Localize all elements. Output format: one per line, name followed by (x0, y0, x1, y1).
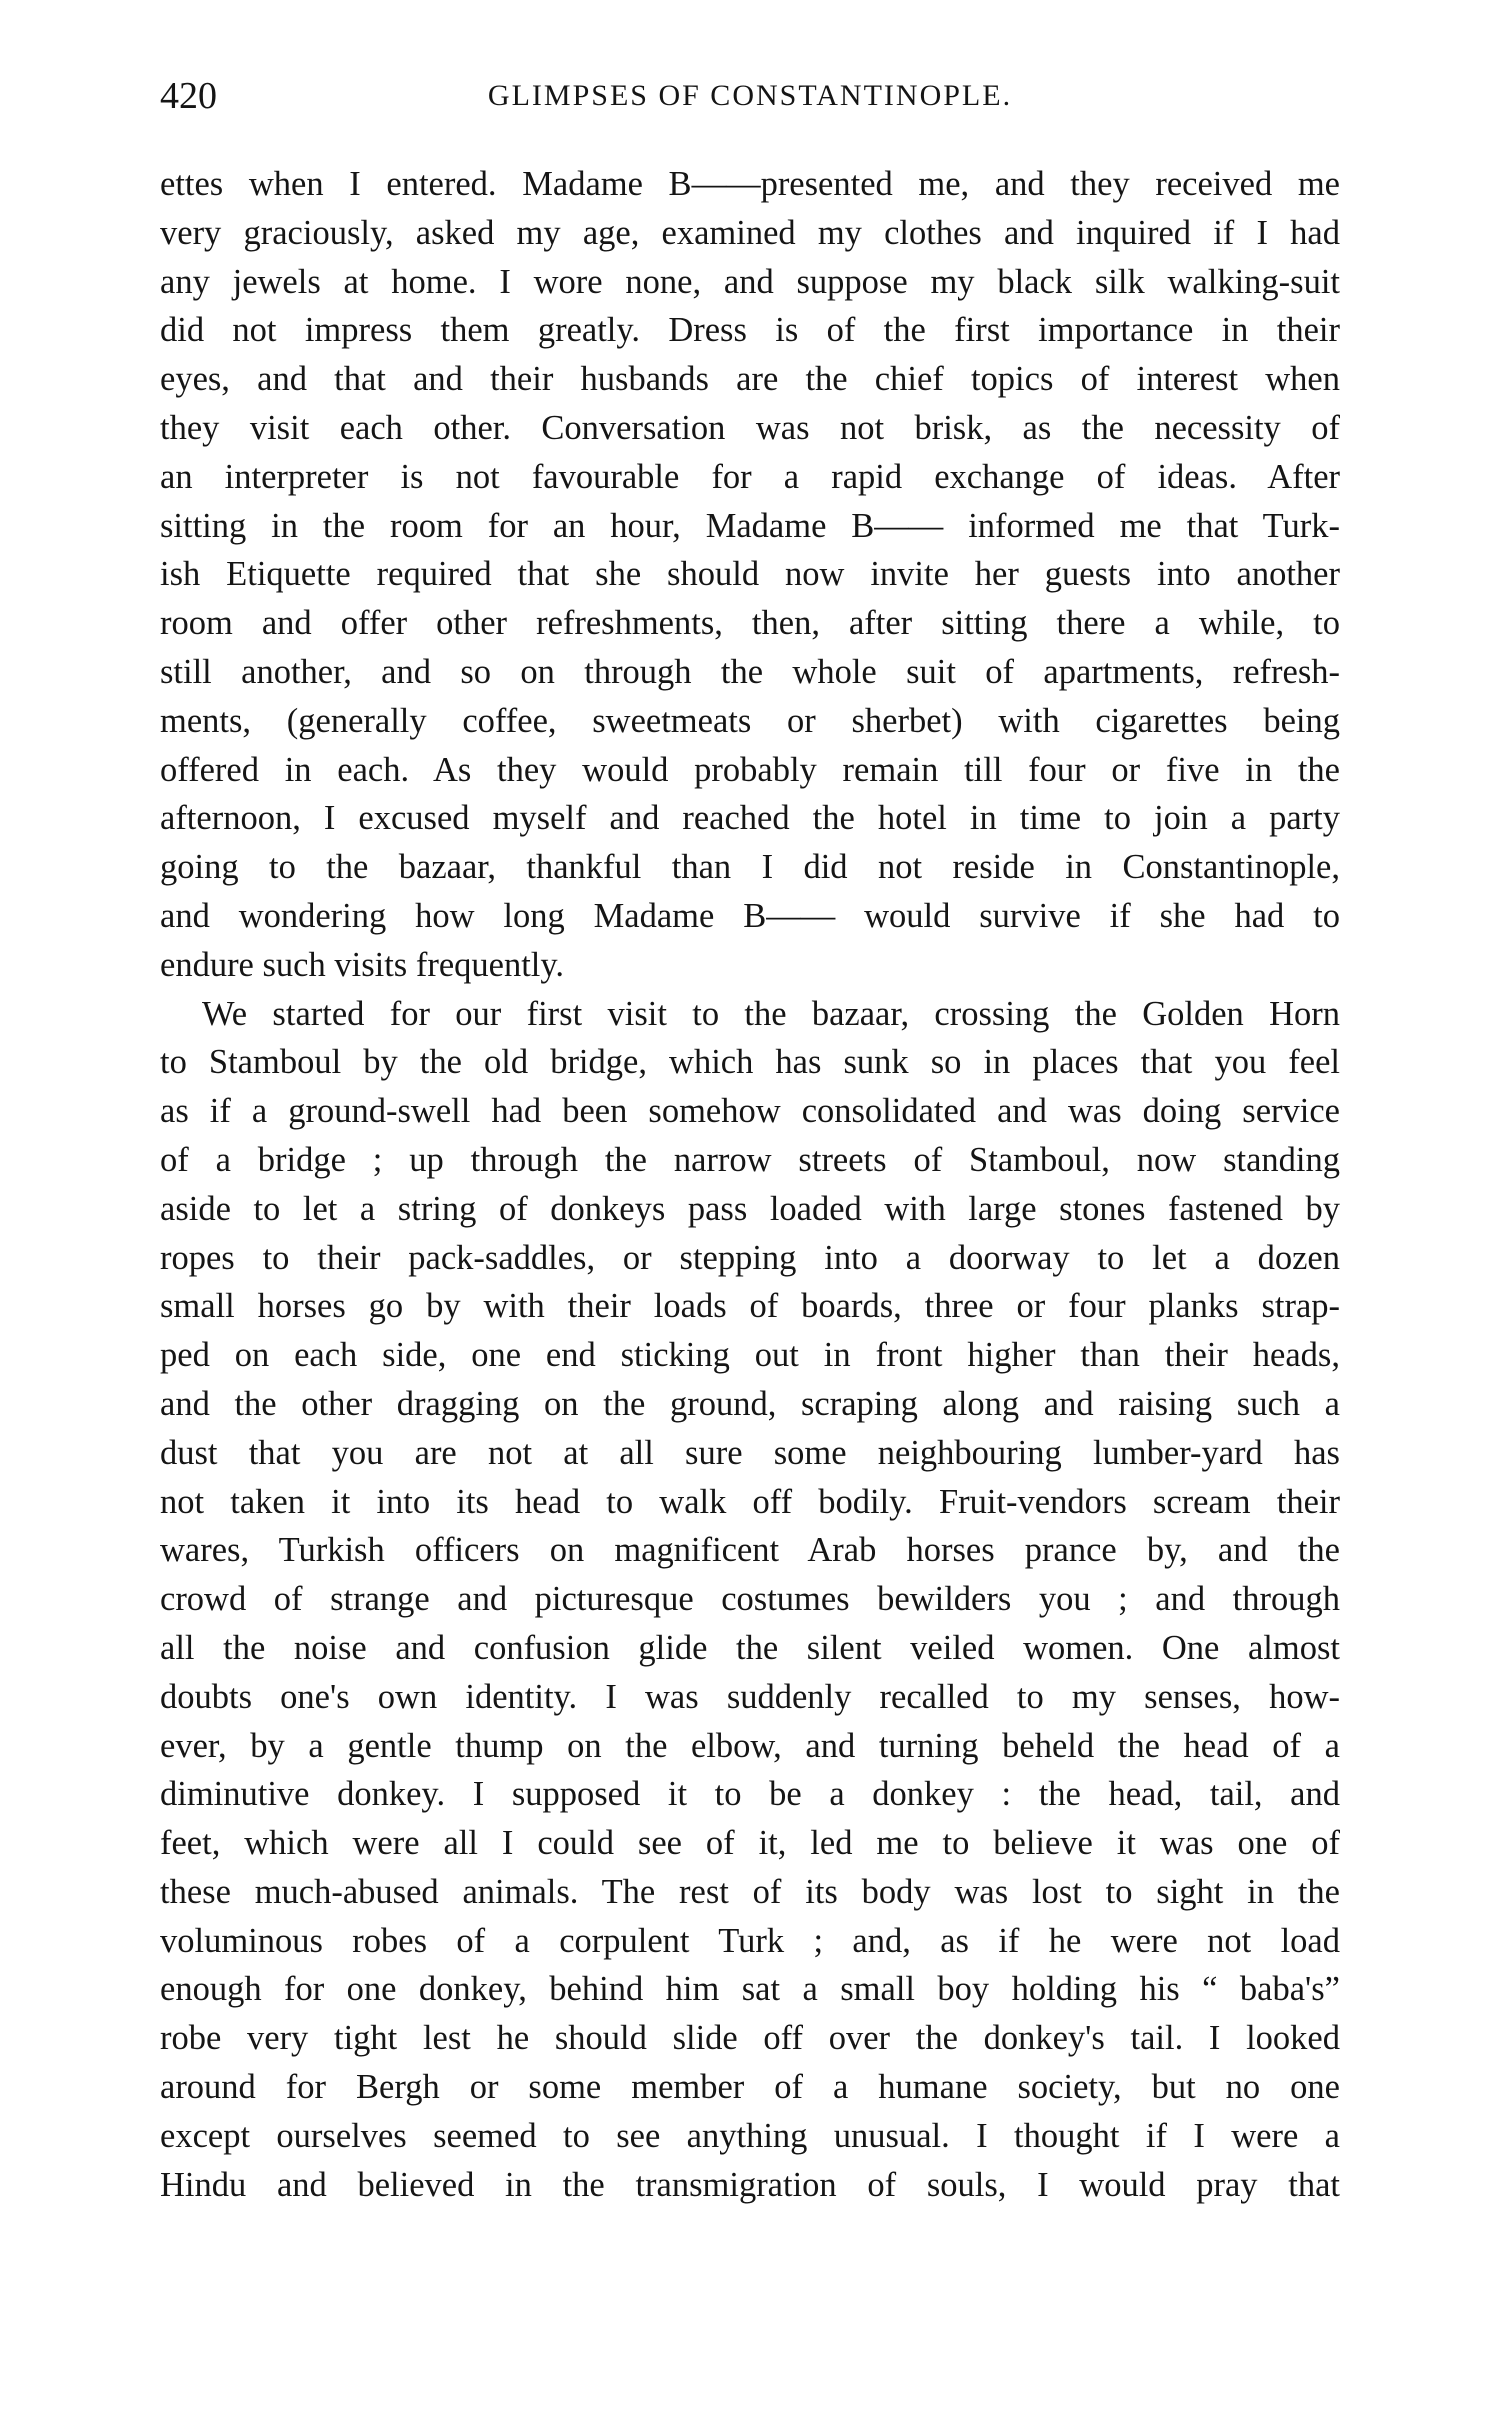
page-header (160, 66, 1340, 126)
text-line: room and offer other refreshments, then, after sitting there a while, to (160, 604, 1340, 643)
text-line: crowd of strange and picturesque costumes bewilders you ; and through (160, 1580, 1340, 1619)
text-line: ettes when I entered. Madame B——presented me, and they received me (160, 165, 1340, 203)
text-line: these much-abused animals. The rest of its body was lost to sight in the (160, 1872, 1340, 1911)
text-line: not taken it into its head to walk off bodily. Fruit-vendors scream their (160, 1482, 1340, 1521)
text-line: ever, by a gentle thump on the elbow, and turning beheld the head of a (160, 1726, 1340, 1765)
text-line: We started for our first visit to the bazaar, crossing the Golden Horn (202, 994, 1340, 1033)
text-line: dust that you are not at all sure some neighbouring lumber-yard has (160, 1433, 1340, 1472)
text-line: voluminous robes of a corpulent Turk ; and, as if he were not load (160, 1921, 1340, 1960)
text-line: ped on each side, one end sticking out in front higher than their heads, (160, 1336, 1340, 1375)
text-line: and the other dragging on the ground, scraping along and raising such a (160, 1384, 1340, 1423)
text-line: Hindu and believed in the transmigration of souls, I would pray that (160, 2165, 1340, 2204)
text-line: an interpreter is not favourable for a rapid exchange of ideas. After (160, 457, 1340, 496)
text-line: they visit each other. Conversation was not brisk, as the necessity of (160, 408, 1340, 447)
text-line: endure such visits frequently. (160, 945, 564, 984)
text-line: and wondering how long Madame B—— would survive if she had to (160, 896, 1340, 935)
text-line: ments, (generally coffee, sweetmeats or sherbet) with cigarettes being (160, 701, 1340, 740)
text-line: all the noise and confusion glide the silent veiled women. One almost (160, 1628, 1340, 1667)
text-line: as if a ground-swell had been somehow consolidated and was doing service (160, 1092, 1340, 1131)
text-line: any jewels at home. I wore none, and suppose my black silk walking-suit (160, 262, 1340, 301)
text-line: ish Etiquette required that she should now invite her guests into another (160, 555, 1340, 594)
text-line: feet, which were all I could see of it, led me to believe it was one of (160, 1824, 1340, 1863)
text-line: did not impress them greatly. Dress is of the first importance in their (160, 311, 1340, 350)
running-title: GLIMPSES OF CONSTANTINOPLE. (487, 79, 1013, 112)
text-line: afternoon, I excused myself and reached the hotel in time to join a party (160, 799, 1340, 838)
text-line: small horses go by with their loads of boards, three or four planks strap- (160, 1287, 1340, 1326)
text-line: robe very tight lest he should slide off over the donkey's tail. I looked (160, 2019, 1340, 2058)
text-line: doubts one's own identity. I was suddenly recalled to my senses, how- (160, 1677, 1340, 1716)
text-line: of a bridge ; up through the narrow streets of Stamboul, now standing (160, 1140, 1340, 1179)
text-line: very graciously, asked my age, examined my clothes and inquired if I had (160, 213, 1340, 252)
text-line: around for Bergh or some member of a humane society, but no one (160, 2068, 1340, 2107)
text-line: going to the bazaar, thankful than I did not reside in Constantinople, (160, 848, 1340, 887)
text-line: to Stamboul by the old bridge, which has sunk so in places that you feel (160, 1043, 1340, 1082)
body-text (160, 160, 1340, 2209)
text-line: ropes to their pack-saddles, or stepping into a doorway to let a dozen (160, 1238, 1340, 1277)
text-line: sitting in the room for an hour, Madame B—— informed me that Turk- (160, 506, 1340, 545)
text-line: except ourselves seemed to see anything unusual. I thought if I were a (160, 2116, 1340, 2155)
page-number: 420 (160, 75, 217, 117)
text-line: aside to let a string of donkeys pass loaded with large stones fastened by (160, 1189, 1340, 1228)
text-line: offered in each. As they would probably remain till four or five in the (160, 750, 1340, 789)
text-line: diminutive donkey. I supposed it to be a donkey : the head, tail, and (160, 1775, 1340, 1814)
text-line: still another, and so on through the whole suit of apartments, refresh- (160, 652, 1340, 691)
text-line: eyes, and that and their husbands are the chief topics of interest when (160, 360, 1340, 399)
text-line: enough for one donkey, behind him sat a small boy holding his “ baba's” (160, 1970, 1340, 2009)
text-line: wares, Turkish officers on magnificent Arab horses prance by, and the (160, 1531, 1340, 1570)
